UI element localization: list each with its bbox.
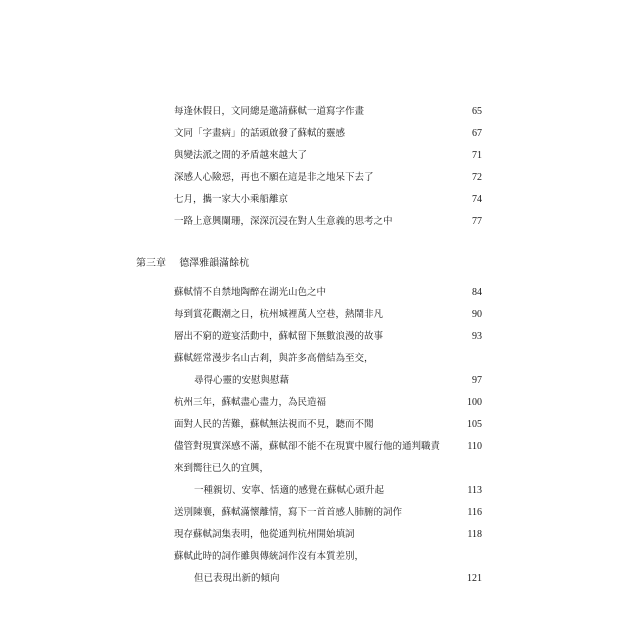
toc-entry-page: 118 [467,529,482,540]
toc-entry [174,502,482,524]
toc-entry-title: 蘇軾經常漫步名山古剎，與許多高僧結為至交， [174,353,374,364]
toc-entry-title: 層出不窮的遊宴活動中，蘇軾留下無數浪漫的故事 [174,331,384,342]
chapter-title: 德澤雅韻滿餘杭 [179,258,250,269]
toc-entry-title: 文同「字畫病」的話頭啟發了蘇軾的靈感 [174,128,346,139]
toc-entry-page: 67 [472,128,482,139]
toc-entry-page: 72 [472,172,482,183]
toc-entry [174,568,482,590]
toc-entry-title: 送別陳襄，蘇軾滿懷離情，寫下一首首感人肺腑的詞作 [174,507,403,518]
toc-entry-page: 71 [472,150,482,161]
toc-entry-title: 來到嚮往已久的宜興， [174,463,270,474]
toc-entry [174,458,482,480]
toc-entry [174,392,482,414]
toc-entry-title: 儘管對現實深感不滿，蘇軾卻不能不在現實中履行他的通判職責 [174,441,441,452]
toc-entry [174,348,482,370]
toc-entry [174,189,482,211]
toc-entry-title: 深感人心險惡，再也不願在這是非之地呆下去了 [174,172,374,183]
toc-entry-title: 與變法派之間的矛盾越來越大了 [174,150,308,161]
toc-entry-page: 97 [472,375,482,386]
toc-entry [174,282,482,304]
toc-entry-page: 84 [472,287,482,298]
toc-entry-page: 77 [472,216,482,227]
toc-entry-title: 杭州三年，蘇軾盡心盡力，為民造福 [174,397,327,408]
toc-entry [174,546,482,568]
toc-entry-page: 121 [467,573,482,584]
chapter-heading [136,254,249,269]
toc-entry [174,145,482,167]
toc-entry-title: 面對人民的苦難，蘇軾無法視而不見，聽而不聞 [174,419,374,430]
toc-entry [174,370,482,392]
toc-entry-page: 110 [467,441,482,452]
toc-section-1 [174,101,482,233]
toc-entry [174,436,482,458]
toc-entry-title: 每逢休假日，文同總是邀請蘇軾一道寫字作畫 [174,106,365,117]
toc-entry-page: 90 [472,309,482,320]
toc-entry [174,524,482,546]
toc-entry [174,480,482,502]
toc-entry-page: 113 [467,485,482,496]
toc-section-2 [174,282,482,590]
toc-entry-page: 93 [472,331,482,342]
toc-entry [174,304,482,326]
toc-entry [174,167,482,189]
toc-entry-page: 105 [467,419,482,430]
toc-entry-title: 但已表現出新的傾向 [194,573,280,584]
toc-entry-title: 蘇軾情不自禁地陶醉在湖光山色之中 [174,287,327,298]
toc-entry [174,326,482,348]
toc-entry [174,123,482,145]
toc-entry-page: 74 [472,194,482,205]
toc-entry [174,101,482,123]
toc-entry-title: 一種親切、安寧、恬適的感覺在蘇軾心頭升起 [194,485,385,496]
chapter-number: 第三章 [136,258,166,269]
toc-entry [174,414,482,436]
toc-entry-page: 65 [472,106,482,117]
toc-entry-page: 100 [467,397,482,408]
toc-entry [174,211,482,233]
toc-entry-title: 蘇軾此時的詞作雖與傳統詞作沒有本質差別， [174,551,365,562]
toc-entry-title: 七月，攜一家大小乘船離京 [174,194,289,205]
toc-entry-title: 每到賞花觀潮之日，杭州城裡萬人空巷，熱鬧非凡 [174,309,384,320]
toc-entry-page: 116 [467,507,482,518]
toc-entry-title: 尋得心靈的安慰與慰藉 [194,375,290,386]
toc-entry-title: 一路上意興闌珊，深深沉浸在對人生意義的思考之中 [174,216,393,227]
toc-entry-title: 現存蘇軾詞集表明，他從通判杭州開始填詞 [174,529,355,540]
